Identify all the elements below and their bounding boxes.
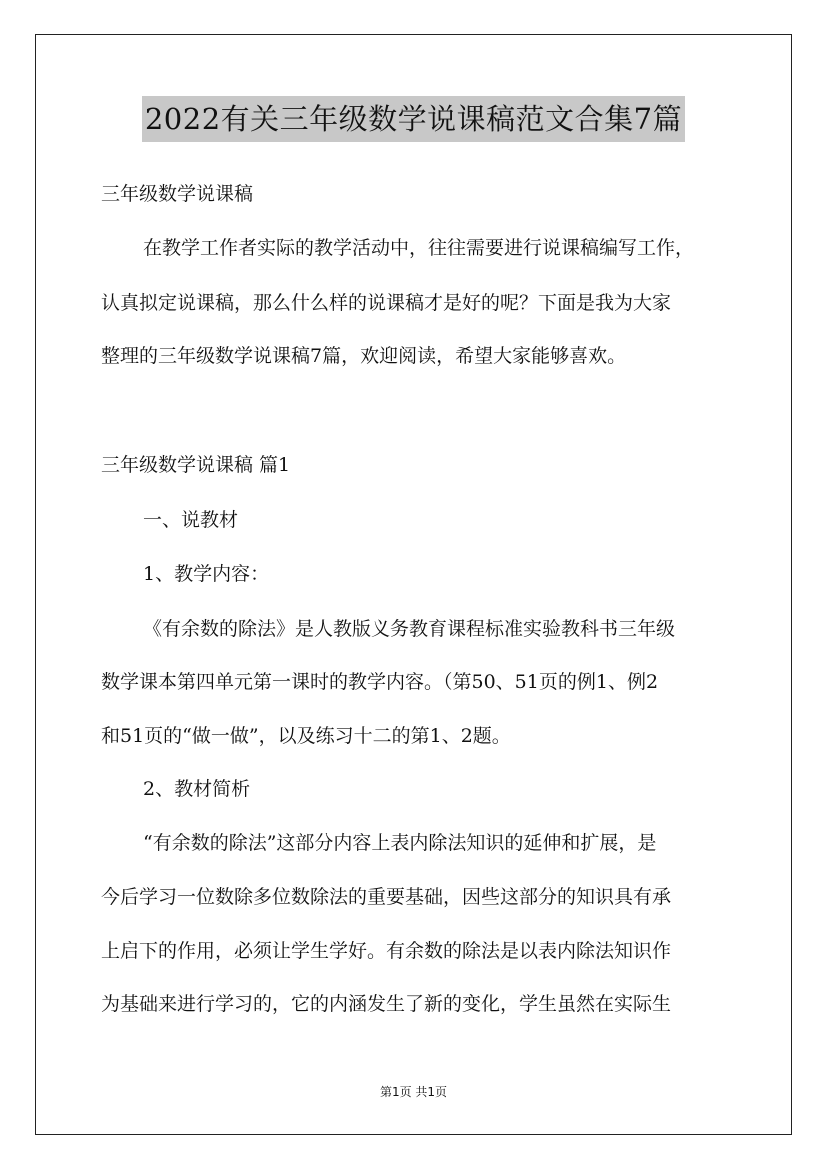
paragraph-line: “有余数的除法”这部分内容上表内除法知识的延伸和扩展，是: [143, 832, 657, 854]
paragraph-line: 为基础来进行学习的，它的内涵发生了新的变化，学生虽然在实际生: [101, 993, 672, 1015]
subheading: 2、教材简析: [143, 778, 251, 800]
section-heading: 三年级数学说课稿 篇1: [101, 454, 291, 476]
title-container: [0, 96, 827, 142]
paragraph-line: 认真拟定说课稿，那么什么样的说课稿才是好的呢？下面是我为大家: [101, 292, 672, 314]
paragraph-line: 整理的三年级数学说课稿7篇，欢迎阅读，希望大家能够喜欢。: [101, 345, 627, 367]
document-title: 2022有关三年级数学说课稿范文合集7篇: [142, 96, 685, 142]
paragraph-line: 在教学工作者实际的教学活动中，往往需要进行说课稿编写工作，: [143, 237, 695, 259]
subheading: 一、说教材: [143, 509, 239, 531]
section-heading: 三年级数学说课稿: [101, 183, 254, 205]
paragraph-line: 《有余数的除法》是人教版义务教育课程标准实验教科书三年级: [143, 618, 676, 640]
paragraph-line: 上启下的作用，必须让学生学好。有余数的除法是以表内除法知识作: [101, 940, 672, 962]
subheading: 1、教学内容：: [143, 563, 270, 585]
page-footer: 第1页 共1页: [379, 1085, 448, 1099]
paragraph-line: 和51页的“做一做”，以及练习十二的第1、2题。: [101, 725, 511, 747]
paragraph-line: 今后学习一位数除多位数除法的重要基础，因些这部分的知识具有承: [101, 886, 672, 908]
paragraph-line: 数学课本第四单元第一课时的教学内容。（第50、51页的例1、例2: [101, 671, 659, 693]
